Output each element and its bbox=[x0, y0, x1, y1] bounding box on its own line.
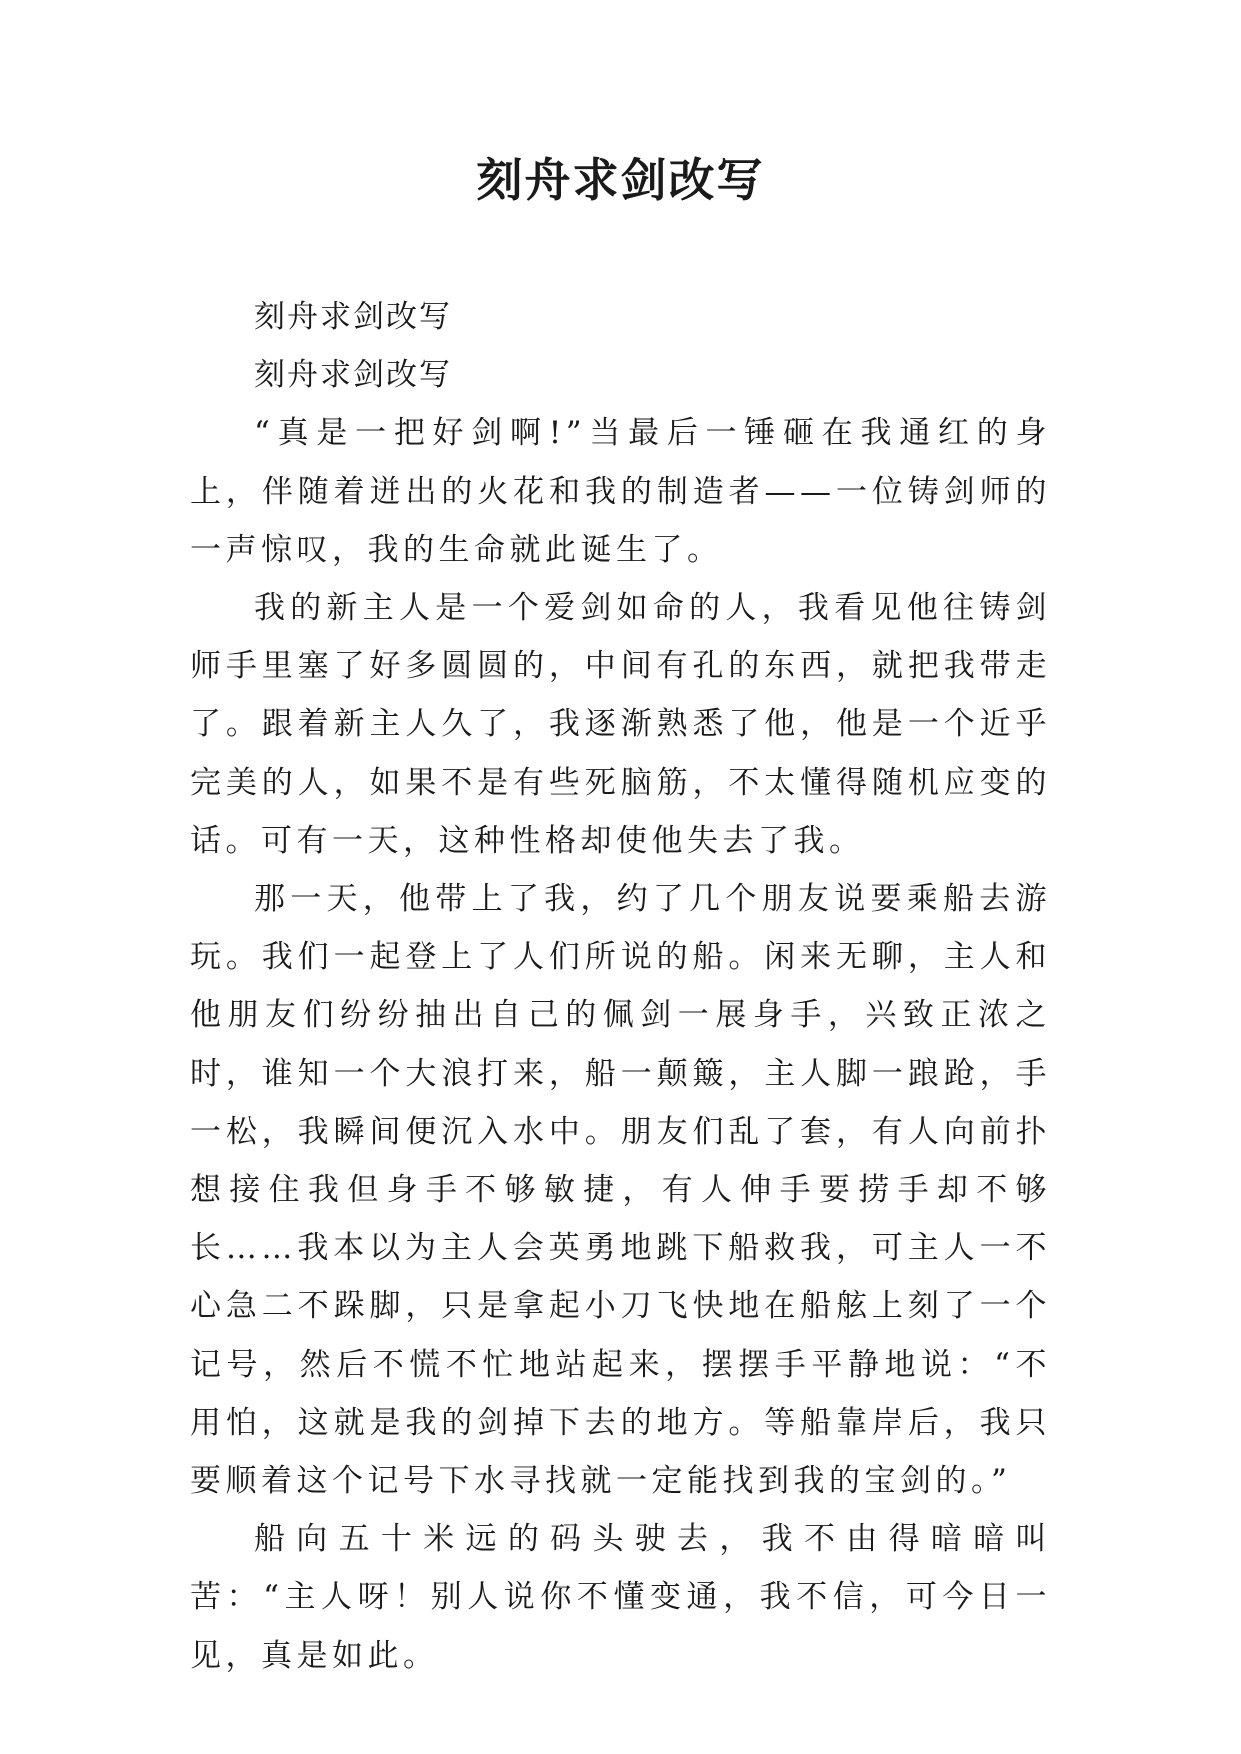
document-body bbox=[190, 288, 1051, 1685]
body-paragraph: 船向五十米远的码头驶去，我不由得暗暗叫苦：“主人呀！别人说你不懂变通，我不信，可今日一见，真是如此。 bbox=[190, 1521, 1051, 1674]
subtitle-line: 刻舟求剑改写 bbox=[254, 299, 452, 335]
body-paragraph: “真是一把好剑啊!”当最后一锤砸在我通红的身上，伴随着迸出的火花和我的制造者——一位铸剑师的一声惊叹，我的生命就此诞生了。 bbox=[190, 415, 1051, 568]
subtitle-line: 刻舟求剑改写 bbox=[254, 357, 452, 394]
body-paragraph: 那一天，他带上了我，约了几个朋友说要乘船去游玩。我们一起登上了人们所说的船。闲来无聊，主人和他朋友们纷纷抽出自己的佩剑一展身手，兴致正浓之时，谁知一个大浪打来，船一颠簸，主人脚一踉跄，手一松，我瞬间便沉入水中。朋友们乱了套，有人向前扑想接住我但身手不够敏捷，有人伸手要捞手却不够长……我本以为主人会英勇地跳下船救我，可主人一不心急二不跺脚，只是拿起小刀飞快地在船舷上刻了一个记号，然后不慌不忙地站起来，摆摆手平静地说：“不用怕，这就是我的剑掉下去的地方。等船靠岸后，我只要顺着这个记号下水寻找就一定能找到我的宝剑的。” bbox=[190, 881, 1051, 1500]
document-title: 刻舟求剑改写 bbox=[476, 153, 765, 207]
body-paragraph: 我的新主人是一个爱剑如命的人，我看见他往铸剑师手里塞了好多圆圆的，中间有孔的东西，就把我带走了。跟着新主人久了，我逐渐熟悉了他，他是一个近乎完美的人，如果不是有些死脑筋，不太懂得随机应变的话。可有一天，这种性格却使他失去了我。 bbox=[190, 590, 1051, 859]
